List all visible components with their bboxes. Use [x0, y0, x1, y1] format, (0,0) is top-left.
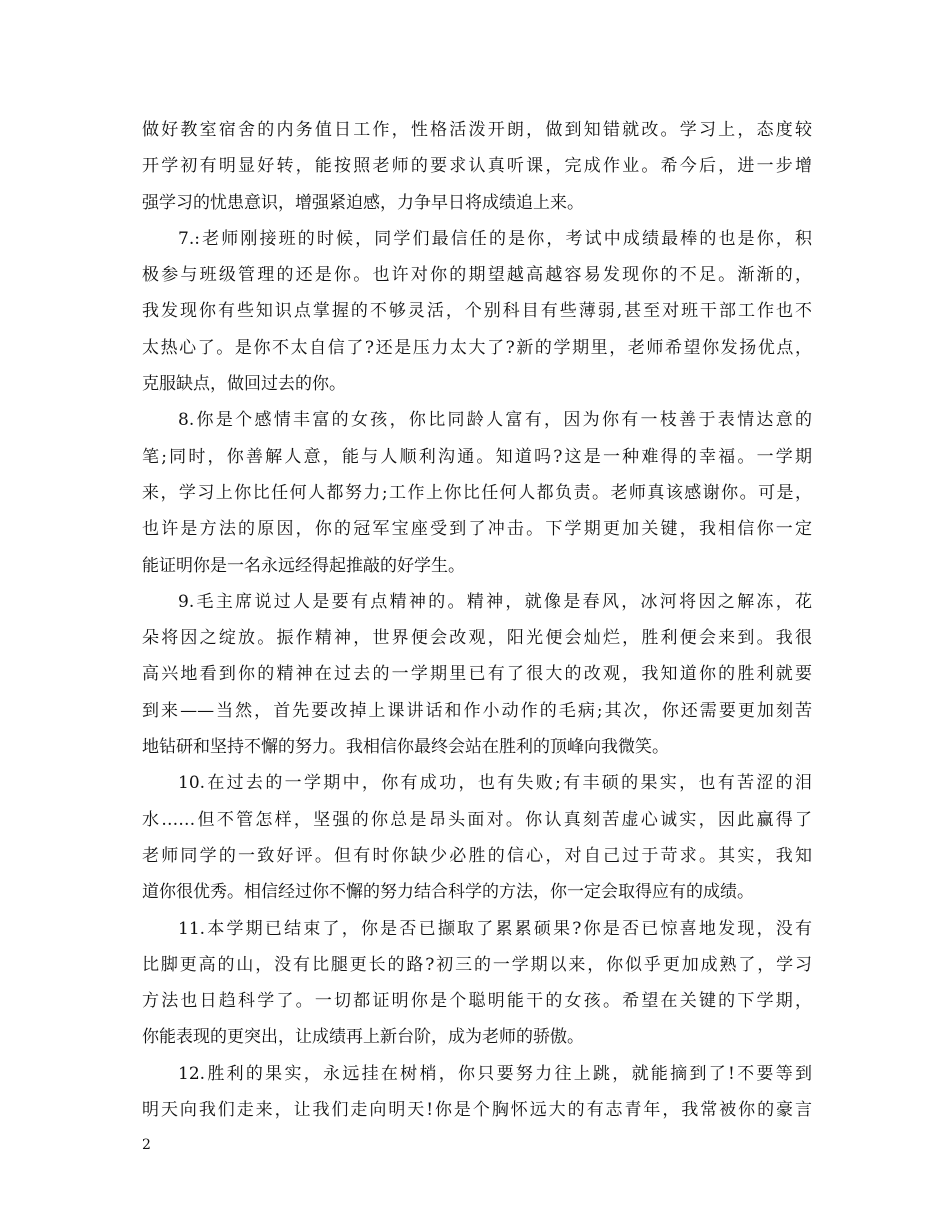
paragraph-10	[142, 765, 812, 910]
text-line: 克服缺点，做回过去的你。	[142, 374, 346, 395]
paragraph-8	[142, 402, 812, 583]
text-line: 9.毛主席说过人是要有点精神的。精神，就像是春风，冰河将因之解冻，花	[178, 591, 812, 612]
text-line: 也许是方法的原因，你的冠军宝座受到了冲击。下学期更加关键，我相信你一定	[142, 519, 812, 540]
text-line: 老师同学的一致好评。但有时你缺少必胜的信心，对自己过于苛求。其实，我知	[142, 845, 812, 866]
paragraph-12	[142, 1056, 812, 1129]
text-line: 极参与班级管理的还是你。也许对你的期望越高越容易发现你的不足。渐渐的，	[142, 265, 812, 286]
text-line: 明天向我们走来，让我们走向明天!你是个胸怀远大的有志青年，我常被你的豪言	[142, 1100, 812, 1121]
text-line: 道你很优秀。相信经过你不懈的努力结合科学的方法，你一定会取得应有的成绩。	[142, 882, 754, 903]
document-body	[142, 112, 812, 1128]
text-line: 你能表现的更突出，让成绩再上新台阶，成为老师的骄傲。	[142, 1027, 584, 1048]
text-line: 来，学习上你比任何人都努力;工作上你比任何人都负责。老师真该感谢你。可是，	[142, 482, 812, 503]
paragraph-11	[142, 911, 812, 1056]
paragraph-9	[142, 584, 812, 765]
text-line: 到来——当然，首先要改掉上课讲话和作小动作的毛病;其次，你还需要更加刻苦	[142, 700, 812, 721]
paragraph-continued	[142, 112, 812, 221]
text-line: 10.在过去的一学期中，你有成功，也有失败;有丰硕的果实，也有苦涩的泪	[178, 773, 812, 794]
text-line: 水……但不管怎样，坚强的你总是昂头面对。你认真刻苦虚心诚实，因此赢得了	[142, 809, 812, 830]
text-line: 笔;同时，你善解人意，能与人顺利沟通。知道吗?这是一种难得的幸福。一学期	[142, 446, 812, 467]
text-line: 11.本学期已结束了，你是否已撷取了累累硕果?你是否已惊喜地发现，没有	[178, 918, 812, 939]
text-line: 方法也日趋科学了。一切都证明你是个聪明能干的女孩。希望在关键的下学期，	[142, 991, 812, 1012]
text-line: 8.你是个感情丰富的女孩，你比同龄人富有，因为你有一枝善于表情达意的	[178, 410, 812, 431]
text-line: 我发现你有些知识点掌握的不够灵活，个别科目有些薄弱,甚至对班干部工作也不	[142, 301, 812, 322]
text-line: 12.胜利的果实，永远挂在树梢，你只要努力往上跳，就能摘到了!不要等到	[178, 1063, 812, 1084]
text-line: 高兴地看到你的精神在过去的一学期里已有了很大的改观，我知道你的胜利就要	[142, 664, 812, 685]
text-line: 强学习的忧患意识，增强紧迫感，力争早日将成绩追上来。	[142, 192, 584, 213]
text-line: 比脚更高的山，没有比腿更长的路?初三的一学期以来，你似乎更加成熟了，学习	[142, 954, 812, 975]
text-line: 开学初有明显好转，能按照老师的要求认真听课，完成作业。希今后，进一步增	[142, 156, 812, 177]
text-line: 做好教室宿舍的内务值日工作，性格活泼开朗，做到知错就改。学习上，态度较	[142, 120, 812, 140]
text-line: 朵将因之绽放。振作精神，世界便会改观，阳光便会灿烂，胜利便会来到。我很	[142, 628, 812, 649]
text-line: 能证明你是一名永远经得起推敲的好学生。	[142, 555, 465, 576]
text-line: 地钻研和坚持不懈的努力。我相信你最终会站在胜利的顶峰向我微笑。	[142, 737, 669, 758]
page-number: 2	[142, 1137, 151, 1153]
text-line: 7.:老师刚接班的时候，同学们最信任的是你，考试中成绩最棒的也是你，积	[178, 228, 812, 249]
text-line: 太热心了。是你不太自信了?还是压力太大了?新的学期里，老师希望你发扬优点，	[142, 337, 812, 358]
paragraph-7	[142, 221, 812, 402]
